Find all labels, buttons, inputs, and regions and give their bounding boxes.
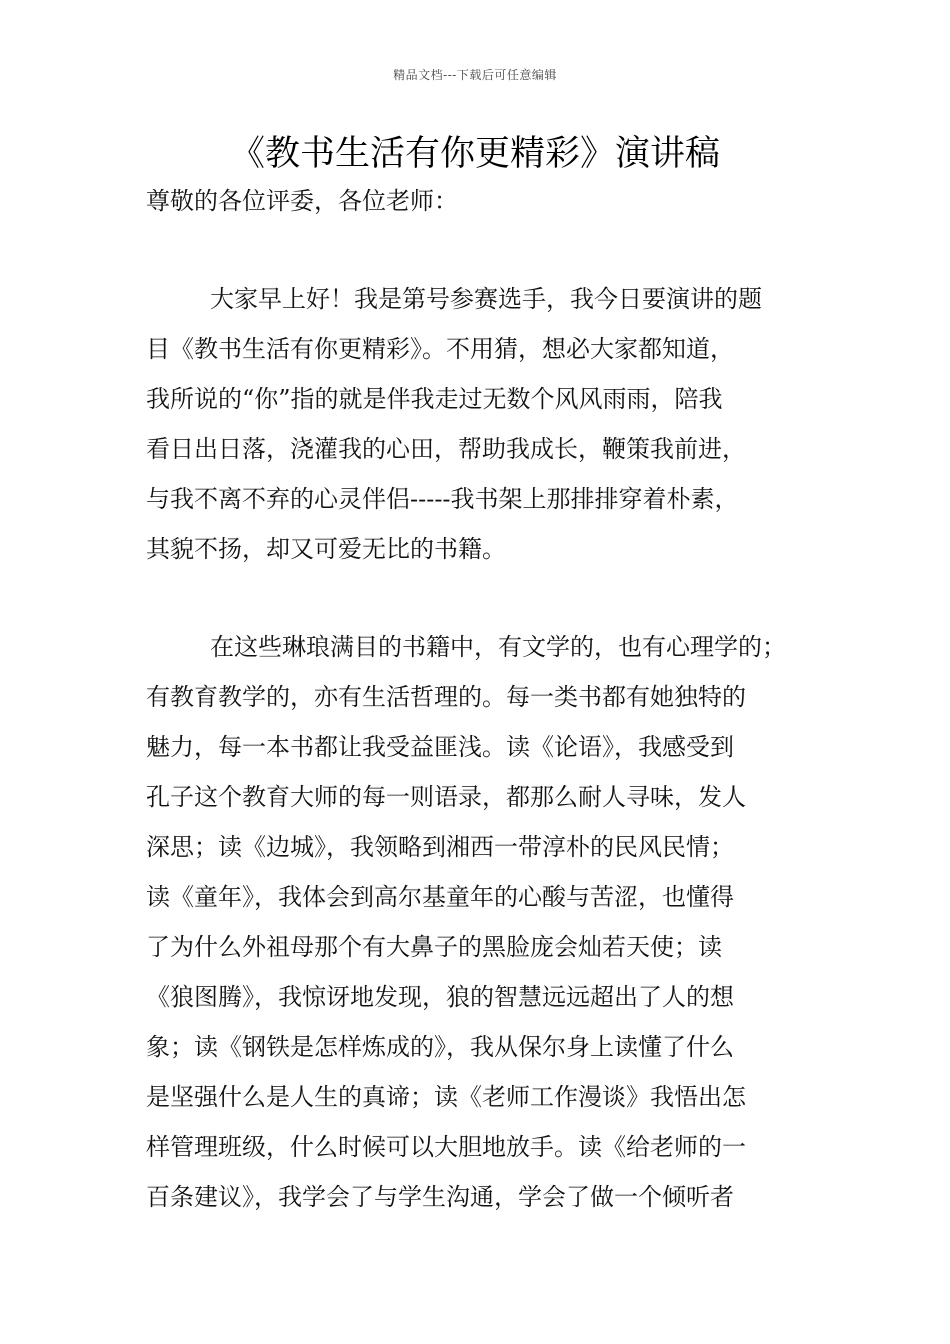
paragraph-line: 读《童年》，我体会到高尔基童年的心酸与苦涩，也懂得 (146, 883, 734, 911)
paragraph-line: 在这些琳琅满目的书籍中，有文学的，也有心理学的； (210, 633, 786, 661)
paragraph-line: 是坚强什么是人生的真谛；读《老师工作漫谈》我悟出怎 (146, 1083, 746, 1111)
paragraph-line: 深思；读《边城》，我领略到湘西一带淳朴的民风民情； (146, 833, 734, 861)
header-note: 精品文档---下载后可任意编辑 (393, 68, 557, 82)
paragraph-line: 大家早上好！我是第号参赛选手，我今日要演讲的题 (210, 285, 762, 313)
salutation: 尊敬的各位评委，各位老师： (146, 187, 458, 215)
paragraph-line: 魅力，每一本书都让我受益匪浅。读《论语》，我感受到 (146, 733, 734, 761)
paragraph-1 (146, 274, 816, 574)
paragraph-line: 其貌不扬，却又可爱无比的书籍。 (146, 535, 506, 563)
paragraph-line: 目《教书生活有你更精彩》。不用猜，想必大家都知道， (146, 335, 734, 363)
paragraph-line: 样管理班级，什么时候可以大胆地放手。读《给老师的一 (146, 1133, 746, 1161)
paragraph-line: 百条建议》，我学会了与学生沟通，学会了做一个倾听者 (146, 1183, 734, 1211)
document-title: 《教书生活有你更精彩》演讲稿 (229, 134, 720, 174)
paragraph-line: 与我不离不弃的心灵伴侣-----我书架上那排排穿着朴素， (146, 485, 739, 513)
paragraph-line: 孔子这个教育大师的每一则语录，都那么耐人寻味，发人 (146, 783, 746, 811)
paragraph-2 (146, 622, 816, 1222)
paragraph-line: 看日出日落，浇灌我的心田，帮助我成长，鞭策我前进， (146, 435, 746, 463)
paragraph-line: 有教育教学的，亦有生活哲理的。每一类书都有她独特的 (146, 683, 746, 711)
paragraph-line: 我所说的“你”指的就是伴我走过无数个风风雨雨，陪我 (146, 385, 723, 413)
paragraph-line: 了为什么外祖母那个有大鼻子的黑脸庞会灿若天使；读 (146, 933, 722, 961)
paragraph-line: 《狼图腾》，我惊讶地发现，狼的智慧远远超出了人的想 (146, 983, 734, 1011)
paragraph-line: 象；读《钢铁是怎样炼成的》，我从保尔身上读懂了什么 (146, 1033, 734, 1061)
